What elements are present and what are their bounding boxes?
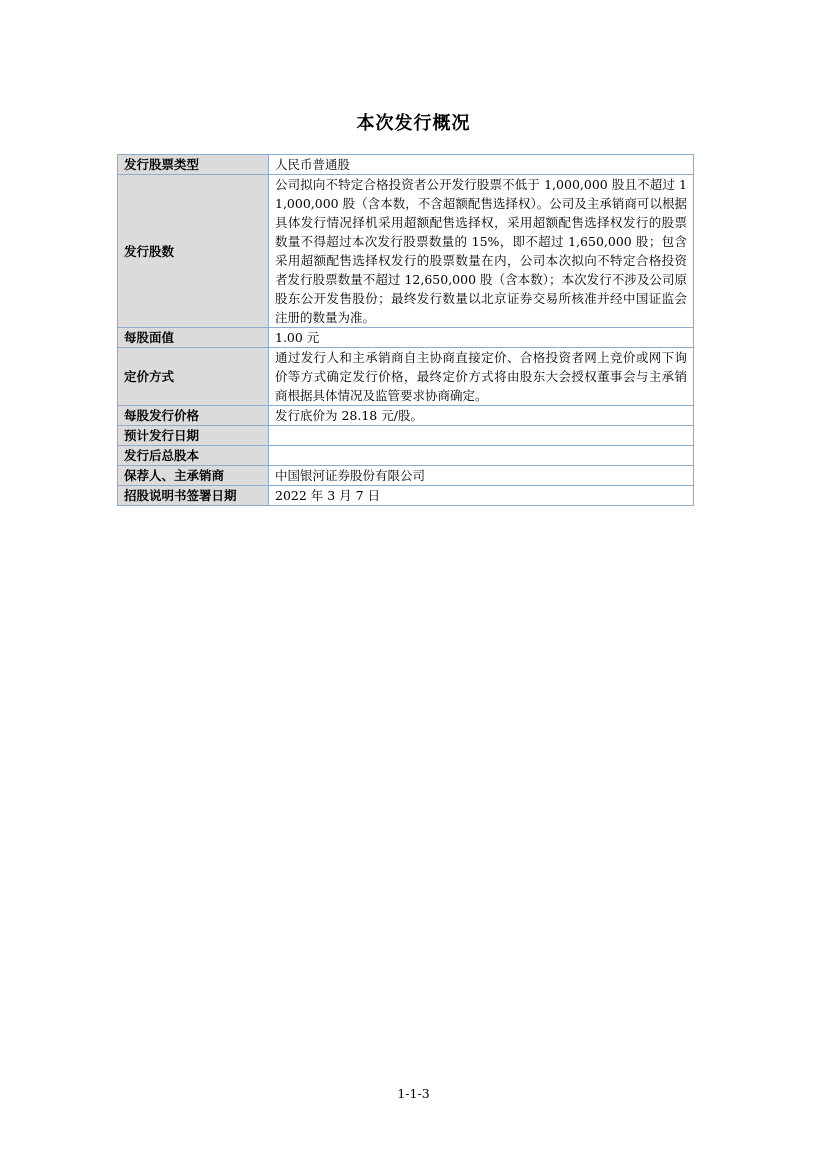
row-value: 1.00 元 (269, 328, 694, 348)
row-value: 公司拟向不特定合格投资者公开发行股票不低于 1,000,000 股且不超过 11,000,000 股（含本数，不含超额配售选择权）。公司及主承销商可以根据具体发行情况择机采用超额配售选择权，采用超额配售选择权发行的股票数量不得超过本次发行股票数量的 15%，即不超过 1,650,000 股；包含采用超额配售选择权发行的股票数量在内，公司本次拟向不特定合格投资者发行股票数量不超过 12,650,000 股（含本数）；本次发行不涉及公司原股东公开发售股份；最终发行数量以北京证券交易所核准并经中国证监会注册的数量为准。 (269, 175, 694, 328)
page-title: 本次发行概况 (356, 113, 471, 134)
row-label: 发行股数 (118, 175, 269, 328)
row-label: 招股说明书签署日期 (118, 486, 269, 506)
table-row (118, 328, 694, 348)
row-label: 发行股票类型 (118, 155, 269, 175)
row-value (269, 426, 694, 446)
table-row (118, 486, 694, 506)
row-label: 每股发行价格 (118, 406, 269, 426)
row-value: 通过发行人和主承销商自主协商直接定价、合格投资者网上竞价或网下询价等方式确定发行价格，最终定价方式将由股东大会授权董事会与主承销商根据具体情况及监管要求协商确定。 (269, 348, 694, 406)
row-value: 人民币普通股 (269, 155, 694, 175)
row-label: 预计发行日期 (118, 426, 269, 446)
row-value (269, 446, 694, 466)
row-label: 保荐人、主承销商 (118, 466, 269, 486)
table-row (118, 446, 694, 466)
table-row (118, 466, 694, 486)
table-row (118, 348, 694, 406)
row-value: 发行底价为 28.18 元/股。 (269, 406, 694, 426)
row-label: 发行后总股本 (118, 446, 269, 466)
issuance-summary-table (117, 154, 694, 506)
row-label: 定价方式 (118, 348, 269, 406)
row-label: 每股面值 (118, 328, 269, 348)
page-number: 1-1-3 (397, 1086, 430, 1101)
table-row (118, 155, 694, 175)
row-value: 中国银河证券股份有限公司 (269, 466, 694, 486)
table-row (118, 406, 694, 426)
table-row (118, 426, 694, 446)
row-value: 2022 年 3 月 7 日 (269, 486, 694, 506)
table-row (118, 175, 694, 328)
